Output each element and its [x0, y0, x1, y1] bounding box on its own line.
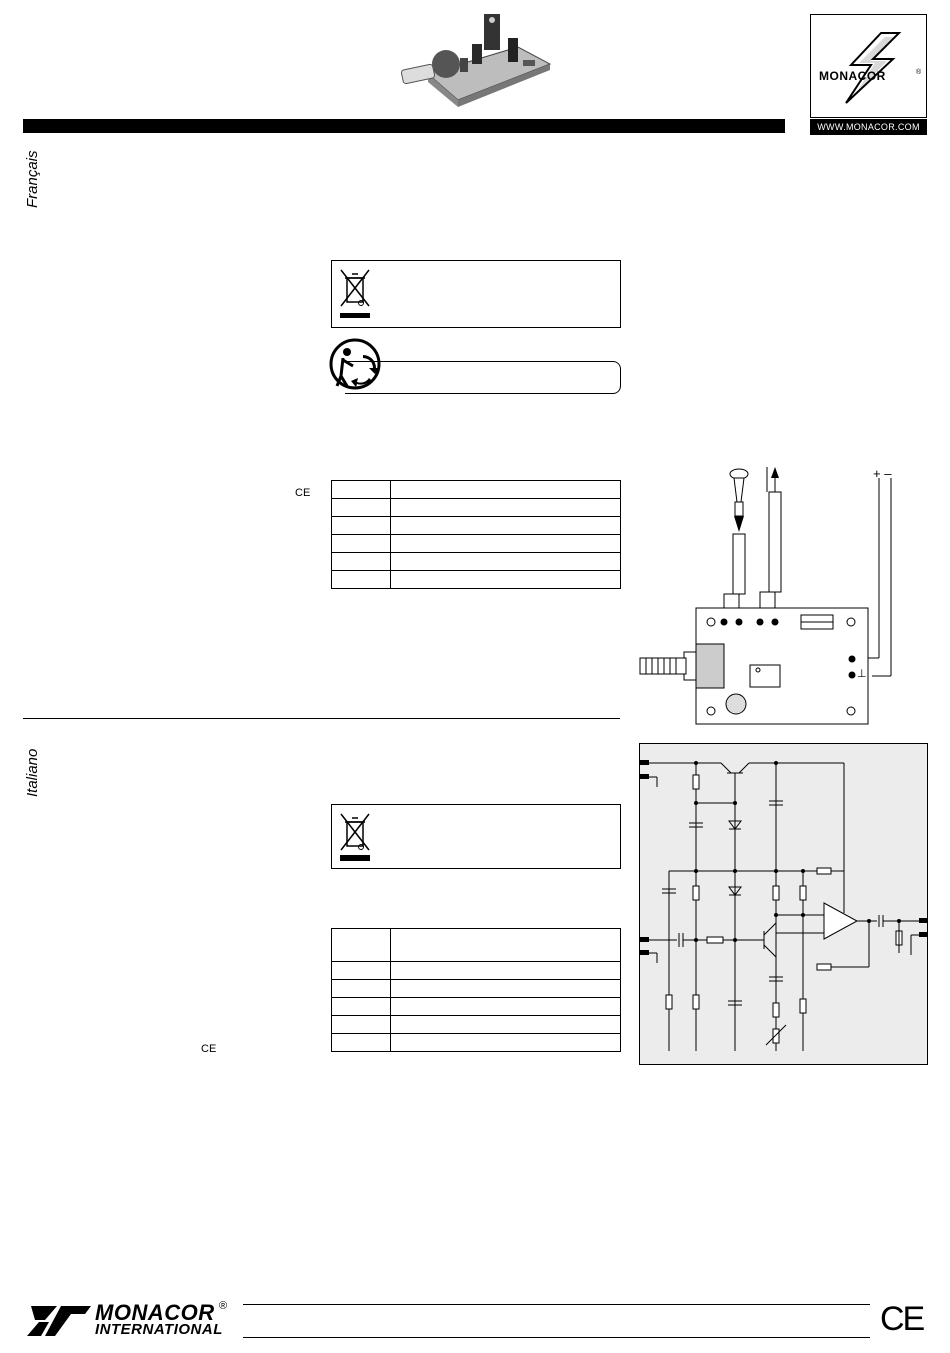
spec-table-fr [331, 480, 621, 589]
table-row [332, 962, 621, 980]
footer-ce-mark: CE [880, 1300, 924, 1338]
spec-table-it [331, 928, 621, 1052]
weee-notice-box-it [331, 804, 621, 869]
table-row [332, 553, 621, 571]
section-label-french: Français [24, 150, 41, 208]
table-row [332, 1016, 621, 1034]
footer-line-top [243, 1304, 870, 1305]
crossed-bin-icon [337, 266, 373, 320]
ce-mark-fr: CE [295, 487, 311, 499]
footer-sub-brand: INTERNATIONAL [95, 1321, 223, 1338]
website-url: WWW.MONACOR.COM [810, 119, 927, 135]
table-row [332, 535, 621, 553]
circuit-schematic [639, 743, 928, 1065]
table-row [332, 481, 621, 499]
header-bar [23, 119, 785, 133]
supply-polarity-label: + – [873, 466, 892, 481]
table-row [332, 980, 621, 998]
wiring-diagram [638, 462, 900, 728]
monacor-international-logo-icon [25, 1304, 93, 1338]
footer-registered-mark: ® [219, 1300, 228, 1312]
footer-line-bottom [243, 1337, 870, 1338]
registered-mark: ® [916, 69, 922, 76]
footer-brand: MONACOR [95, 1300, 215, 1325]
section-divider [23, 718, 620, 719]
table-row [332, 998, 621, 1016]
product-photo [398, 12, 553, 112]
brand-logo-text: MONACOR [819, 69, 886, 83]
table-row [332, 517, 621, 535]
crossed-bin-icon [337, 810, 373, 864]
table-row [332, 571, 621, 589]
table-row [332, 499, 621, 517]
table-row [332, 1034, 621, 1052]
recycling-note-box [345, 361, 621, 394]
weee-notice-box-fr [331, 260, 621, 328]
brand-logo [810, 14, 927, 118]
table-row [332, 929, 621, 962]
section-label-italian: Italiano [24, 748, 41, 797]
ce-mark-it: CE [201, 1043, 217, 1055]
ground-symbol: ⊥ [857, 668, 867, 680]
